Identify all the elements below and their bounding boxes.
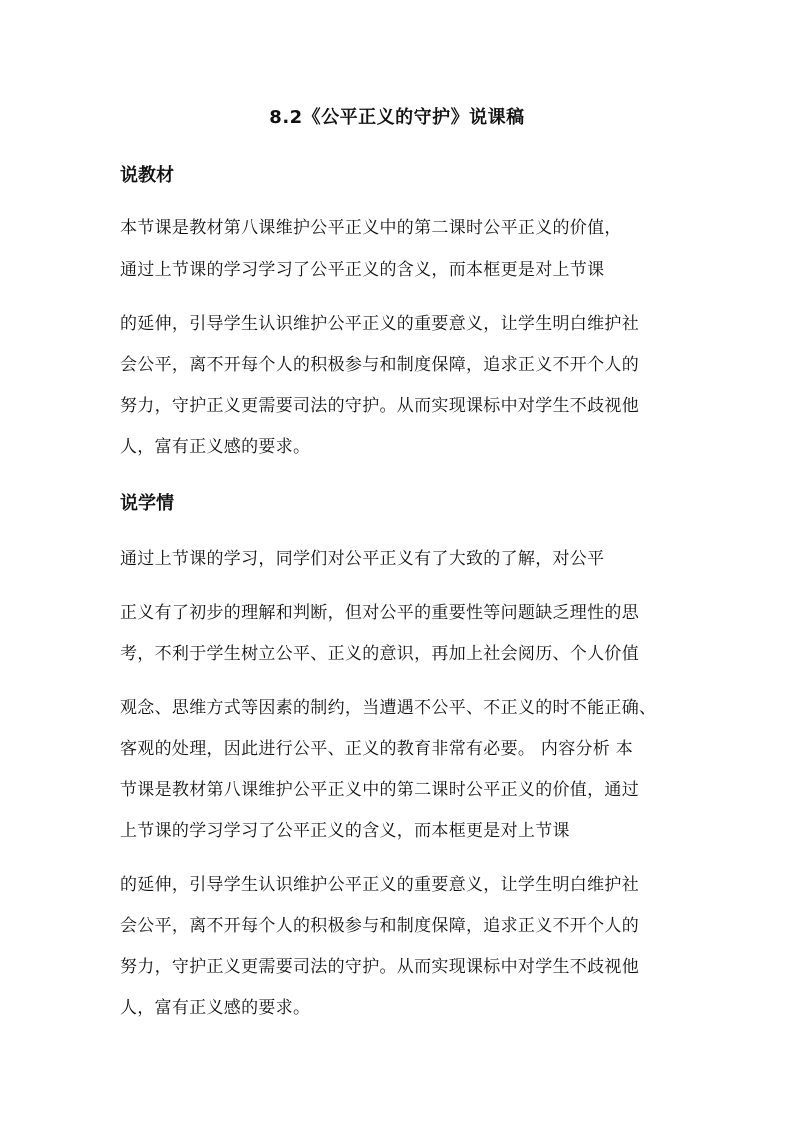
paragraph-line: 上节课的学习学习了公平正义的含义，而本框更是对上节课 bbox=[120, 821, 570, 841]
paragraph-line: 通过上节课的学习学习了公平正义的含义，而本框更是对上节课 bbox=[120, 260, 605, 280]
paragraph-line: 的延伸，引导学生认识维护公平正义的重要意义，让学生明白维护社 bbox=[120, 314, 639, 334]
paragraph-line: 节课是教材第八课维护公平正义中的第二课时公平正义的价值，通过 bbox=[120, 780, 639, 800]
paragraph-line: 会公平，离不开每个人的积极参与和制度保障，追求正义不开个人的 bbox=[120, 355, 639, 375]
paragraph-line: 本节课是教材第八课维护公平正义中的第二课时公平正义的价值， bbox=[120, 218, 622, 238]
paragraph-line: 通过上节课的学习，同学们对公平正义有了大致的了解，对公平 bbox=[120, 549, 605, 569]
section-heading-students: 说学情 bbox=[120, 493, 174, 514]
paragraph-line: 会公平，离不开每个人的积极参与和制度保障，追求正义不开个人的 bbox=[120, 916, 639, 936]
paragraph-line: 努力，守护正义更需要司法的守护。从而实现课标中对学生不歧视他 bbox=[120, 396, 639, 416]
paragraph-line: 考，不利于学生树立公平、正义的意识，再加上社会阅历、个人价值 bbox=[120, 644, 639, 664]
section-heading-textbook: 说教材 bbox=[120, 165, 174, 186]
paragraph-line: 的延伸，引导学生认识维护公平正义的重要意义，让学生明白维护社 bbox=[120, 875, 639, 895]
paragraph-line: 努力，守护正义更需要司法的守护。从而实现课标中对学生不歧视他 bbox=[120, 957, 639, 977]
paragraph-line: 人，富有正义感的要求。 bbox=[120, 998, 311, 1018]
paragraph-line: 客观的处理，因此进行公平、正义的教育非常有必要。 内容分析 本 bbox=[120, 739, 634, 759]
paragraph-line: 人，富有正义感的要求。 bbox=[120, 437, 311, 457]
paragraph-line: 正义有了初步的理解和判断，但对公平的重要性等问题缺乏理性的思 bbox=[120, 603, 639, 623]
paragraph-line: 观念、思维方式等因素的制约，当遭遇不公平、不正义的时不能正确、 bbox=[120, 698, 657, 718]
document-title: 8.2《公平正义的守护》说课稿 bbox=[269, 107, 525, 128]
